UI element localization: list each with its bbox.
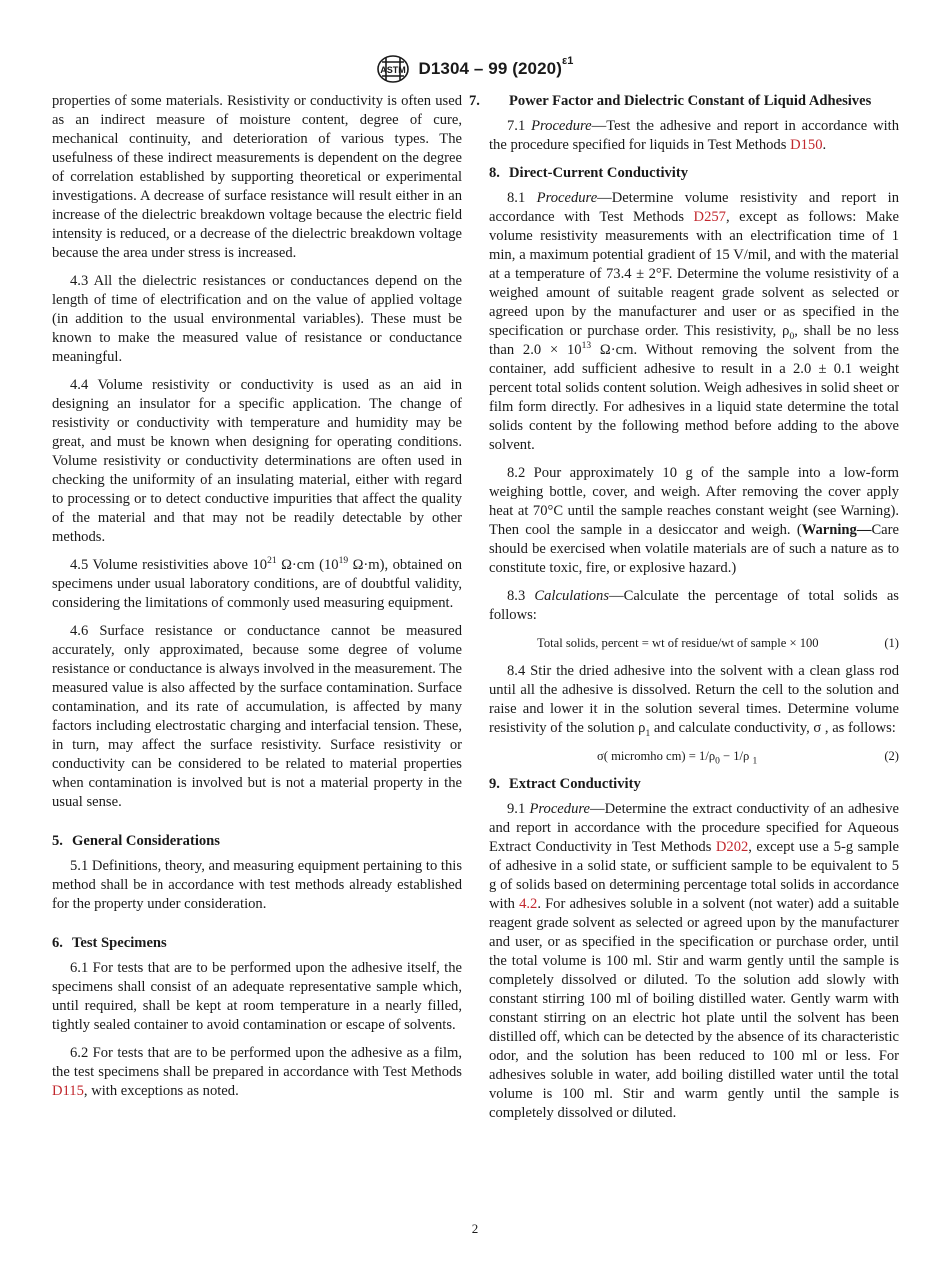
paragraph-8-2: 8.2 Pour approximately 10 g of the sample into a low-form weighing bottle, cover, and weigh. After removing the cover apply heat at 70°C until the sample reaches constant weight (see Warning). Then cool the sample in a desiccator and weigh. (Warning—Care should be exercised when volatile materials are of such a nature as to constitute toxic, fire, or explosive hazard.) <box>489 465 899 576</box>
paragraph-6-2: 6.2 For tests that are to be performed upon the adhesive as a film, the test specimens shall be prepared in accordance with Test Methods D115, with exceptions as noted. <box>52 1045 462 1099</box>
section-5-heading: 5. General Considerations <box>52 833 220 849</box>
link-d202[interactable]: D202 <box>715 839 749 855</box>
paragraph-4-6: 4.6 Surface resistance or conductance cannot be measured accurately, only approximated, because some degree of volume resistance or conductance is always involved in the measurement. The measured value is also affected by the surface contamination. Surface contamination, and its rate of accumulation, is affected by many factors including electrostatic charging and interfacial tension. These, in turn, may affect the surface resistivity. Surface resistivity or conductivity can be considered to be related to material properties when contamination is involved but is not a material property in the usual sense. <box>52 623 462 810</box>
section-7-heading: 7. Power Factor and Dielectric Constant of Liquid Adhesives <box>469 93 872 109</box>
paragraph-8-1: 8.1 Procedure—Determine volume resistivity and report in accordance with Test Methods D257, except as follows: Make volume resistivity measurements with an electrification time of 1 min, a maximum potential gradient of 15 V/mil, and with the material at a temperature of 73.4 ± 2°F. Determine the volume resistivity of a weighed amount of suitable reagent grade solvent as selected or agreed upon by the manufacturer and user or as specified in the specification or purchase order. This resistivity, $\rho_0$, shall be no less than $2.0 \times 10^{13}$ Ω·cm. Without removing the solvent from the container, add sufficient adhesive to result in a 2.0 ± 0.1 weight percent total solids content solution. Weigh adhesives in solid sheet or film form directly. For adhesives in a liquid state determine the total solids content by the following method before adding to the above solvent. <box>489 190 900 453</box>
link-d150[interactable]: D150 <box>790 137 823 153</box>
left-column <box>52 92 462 1110</box>
paragraph-continued: properties of some materials. Resistivity or conductivity is often used as an indirect measure of moisture content, degree of cure, mechanical continuity, and deterioration of various types. The usefulness of these indirect measurements is dependent on the degree of correlation established by supporting theoretical or experimental investigations. A decrease of surface resistance will result either in an increase of the dielectric breakdown voltage because the electric field intensity is reduced, or a decrease of the dielectric breakdown voltage because the area under stress is increased. <box>52 93 462 261</box>
section-6-heading: 6. Test Specimens <box>52 935 167 951</box>
paragraph-4-4: 4.4 Volume resistivity or conductivity is used as an aid in designing an insulator for a specific application. The change of resistivity or conductivity with temperature and humidity may be great, and must be known when designing for operating conditions. Volume resistivity or conductivity determinations are often used in checking the uniformity of an insulating material, either with regard to processing or to detect conductive impurities that affect the quality of the material and that may not be readily detectable by other methods. <box>52 377 462 545</box>
paragraph-4-5: 4.5 Volume resistivities above $10^{21}$ Ω·cm ($10^{19}$ Ω·m), obtained on specimens under usual laboratory conditions, are of doubtful validity, considering the limitations of commonly used measuring equipment. <box>52 556 462 611</box>
equation-2: σ( micromho $cm) = 1/\rho_0 - 1/\rho$ $_1$ (2) <box>597 749 899 767</box>
link-4-2[interactable]: 4.2 <box>519 896 538 912</box>
link-d257[interactable]: D257 <box>693 209 726 225</box>
equation-2-number: (2) <box>884 749 899 763</box>
astm-logo-icon <box>376 54 410 84</box>
equation-1-number: (1) <box>884 636 899 650</box>
equation-1: Total solids, percent = wt of residue/wt of sample × 100 (1) <box>489 634 899 653</box>
paragraph-7-1: 7.1 Procedure—Test the adhesive and report in accordance with the procedure specified for liquids in Test Methods D150. <box>489 118 900 153</box>
paragraph-6-1: 6.1 For tests that are to be performed upon the adhesive itself, the specimens shall consist of an adequate representative sample which, until required, shall be kept at room temperature in a nearly filled, tightly sealed container to avoid contamination or escape of solvents. <box>52 960 462 1033</box>
svg-text:ASTM: ASTM <box>380 65 407 75</box>
paragraph-9-1: 9.1 Procedure—Determine the extract conductivity of an adhesive and report in accordance with the procedure specified for Aqueous Extract Conductivity in Test Methods D202, except use a 5-g sample of adhesive in a solid state, or sufficient sample to be equivalent to 5 g of solids based on determining percentage total solids in accordance with 4.2. For adhesives soluble in a solvent (not water) add a suitable reagent grade solvent as selected or agreed upon by the manufacturer and user, or as specified in the specification or purchase order, until the total volume is 100 ml. Stir and warm gently until the sample is completely dissolved or diluted. To the solution add slowly with constant stirring 100 ml of boiling distilled water. Gently warm with constant stirring on an electric hot plate until the solvent has been distilled off, which can be detected by the absence of its characteristic odor, and the solution has been reduced to 100 ml or less. For adhesives soluble in water, add boiling distilled water until the total volume is 100 ml. Stir and warm gently until the sample is completely dissolved or diluted. <box>489 801 900 1121</box>
paragraph-8-3: 8.3 Calculations—Calculate the percentage of total solids as follows: <box>489 588 899 623</box>
page-header <box>0 52 950 86</box>
paragraph-4-3: 4.3 All the dielectric resistances or conductances depend on the length of time of electrification and on the value of applied voltage (in addition to the usual environmental variables). These must be known to make the measured value of resistance or conductance meaningful. <box>52 273 462 365</box>
section-9-heading: 9. Extract Conductivity <box>489 776 641 792</box>
standard-designation: D1304 – 99 $(2020)^{\varepsilon 1}$ <box>418 55 574 78</box>
paragraph-5-1: 5.1 Definitions, theory, and measuring equipment pertaining to this method shall be in accordance with test methods already established for the property under consideration. <box>52 858 462 912</box>
right-column <box>469 92 900 1132</box>
paragraph-8-4: 8.4 Stir the dried adhesive into the solvent with a clean glass rod until all the adhesive is dissolved. Return the cell to the solution and raise and lower it in the solution several times. Determine volume resistivity of the solution $\rho_1$ and calculate conductivity, σ , as follows: <box>489 663 899 739</box>
designation-superscript: ε1 <box>561 55 574 68</box>
page-number: 2 <box>471 1221 479 1236</box>
link-d115[interactable]: D115 <box>52 1083 84 1099</box>
section-8-heading: 8. Direct-Current Conductivity <box>489 165 689 181</box>
